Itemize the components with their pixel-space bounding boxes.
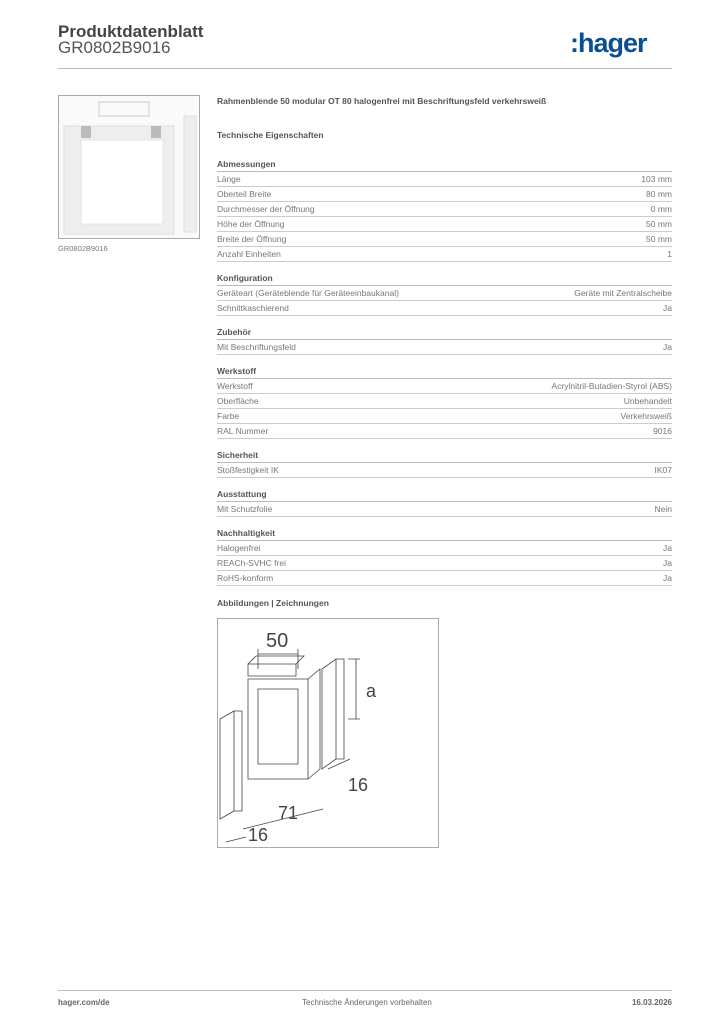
drawings-title: Abbildungen | Zeichnungen <box>217 598 329 608</box>
property-row <box>217 556 672 571</box>
dim-depth-label: 71 <box>278 803 299 823</box>
property-label: Mit Schutzfolie <box>217 504 273 514</box>
property-label: Mit Beschriftungsfeld <box>217 342 296 352</box>
property-value: Ja <box>663 543 672 553</box>
property-row <box>217 301 672 316</box>
dim-side-label: 16 <box>348 775 369 795</box>
property-row <box>217 463 672 478</box>
product-image <box>58 95 200 239</box>
property-label: Oberfläche <box>217 396 259 406</box>
property-value: Ja <box>663 342 672 352</box>
property-row <box>217 286 672 301</box>
property-value: Unbehandelt <box>623 396 672 406</box>
technical-properties-title: Technische Eigenschaften <box>217 130 324 140</box>
property-row <box>217 187 672 202</box>
property-value: 1 <box>667 249 672 259</box>
product-description: Rahmenblende 50 modular OT 80 halogenfrei mit Beschriftungsfeld verkehrsweiß <box>217 96 547 106</box>
property-row <box>217 247 672 262</box>
section-abmessungen <box>217 157 672 262</box>
footer-divider <box>58 990 672 991</box>
property-label: Stoßfestigkeit IK <box>217 465 279 475</box>
property-row <box>217 424 672 439</box>
dim-width-label: 50 <box>266 630 289 652</box>
section-ausstattung <box>217 487 672 517</box>
property-value: Ja <box>663 558 672 568</box>
property-label: RAL Nummer <box>217 426 269 436</box>
property-value: Ja <box>663 573 672 583</box>
property-value: 0 mm <box>650 204 672 214</box>
property-row <box>217 217 672 232</box>
property-row <box>217 379 672 394</box>
footer-date: 16.03.2026 <box>631 998 672 1007</box>
section-title: Nachhaltigkeit <box>217 526 672 541</box>
property-label: Länge <box>217 174 241 184</box>
property-label: Werkstoff <box>217 381 253 391</box>
property-value: Acrylnitril-Butadien-Styrol (ABS) <box>551 381 672 391</box>
technical-drawing <box>217 618 439 848</box>
section-zubehör <box>217 325 672 355</box>
page-title: Produktdatenblatt <box>58 22 204 41</box>
property-value: 103 mm <box>641 174 672 184</box>
product-code: GR0802B9016 <box>58 38 171 57</box>
property-value: IK07 <box>654 465 672 475</box>
dim-left-label: 16 <box>248 825 269 845</box>
property-value: Nein <box>654 504 672 514</box>
property-row <box>217 502 672 517</box>
hager-logo: :hager <box>570 28 647 58</box>
property-label: REACh-SVHC frei <box>217 558 286 568</box>
property-value: Ja <box>663 303 672 313</box>
property-label: Farbe <box>217 411 240 421</box>
product-details <box>217 96 672 608</box>
section-title: Ausstattung <box>217 487 672 502</box>
property-label: Halogenfrei <box>217 543 261 553</box>
property-row <box>217 571 672 586</box>
section-title: Werkstoff <box>217 364 672 379</box>
property-label: Schnittkaschierend <box>217 303 289 313</box>
property-row <box>217 541 672 556</box>
section-sicherheit <box>217 448 672 478</box>
section-werkstoff <box>217 364 672 439</box>
property-row <box>217 232 672 247</box>
section-konfiguration <box>217 271 672 316</box>
property-label: Durchmesser der Öffnung <box>217 204 315 214</box>
property-label: Höhe der Öffnung <box>217 219 285 229</box>
footer-website[interactable]: hager.com/de <box>58 998 110 1007</box>
property-label: Breite der Öffnung <box>217 234 287 244</box>
property-value: Geräte mit Zentralscheibe <box>574 288 672 298</box>
property-value: Verkehrsweiß <box>620 411 672 421</box>
property-row <box>217 172 672 187</box>
property-row <box>217 394 672 409</box>
section-title: Zubehör <box>217 325 672 340</box>
dim-height-label: a <box>366 681 377 701</box>
property-value: 50 mm <box>646 234 672 244</box>
property-row <box>217 340 672 355</box>
section-title: Konfiguration <box>217 271 672 286</box>
property-label: Anzahl Einheiten <box>217 249 281 259</box>
property-row <box>217 202 672 217</box>
property-label: Oberteil Breite <box>217 189 272 199</box>
property-label: Geräteart (Geräteblende für Geräteeinbaukanal) <box>217 288 399 298</box>
section-title: Abmessungen <box>217 157 672 172</box>
property-value: 80 mm <box>646 189 672 199</box>
section-nachhaltigkeit <box>217 526 672 586</box>
property-value: 50 mm <box>646 219 672 229</box>
section-title: Sicherheit <box>217 448 672 463</box>
property-value: 9016 <box>653 426 672 436</box>
property-label: RoHS-konform <box>217 573 274 583</box>
property-row <box>217 409 672 424</box>
footer-note: Technische Änderungen vorbehalten <box>302 998 432 1007</box>
image-caption: GR0802B9016 <box>58 244 108 253</box>
header-divider <box>58 68 672 69</box>
